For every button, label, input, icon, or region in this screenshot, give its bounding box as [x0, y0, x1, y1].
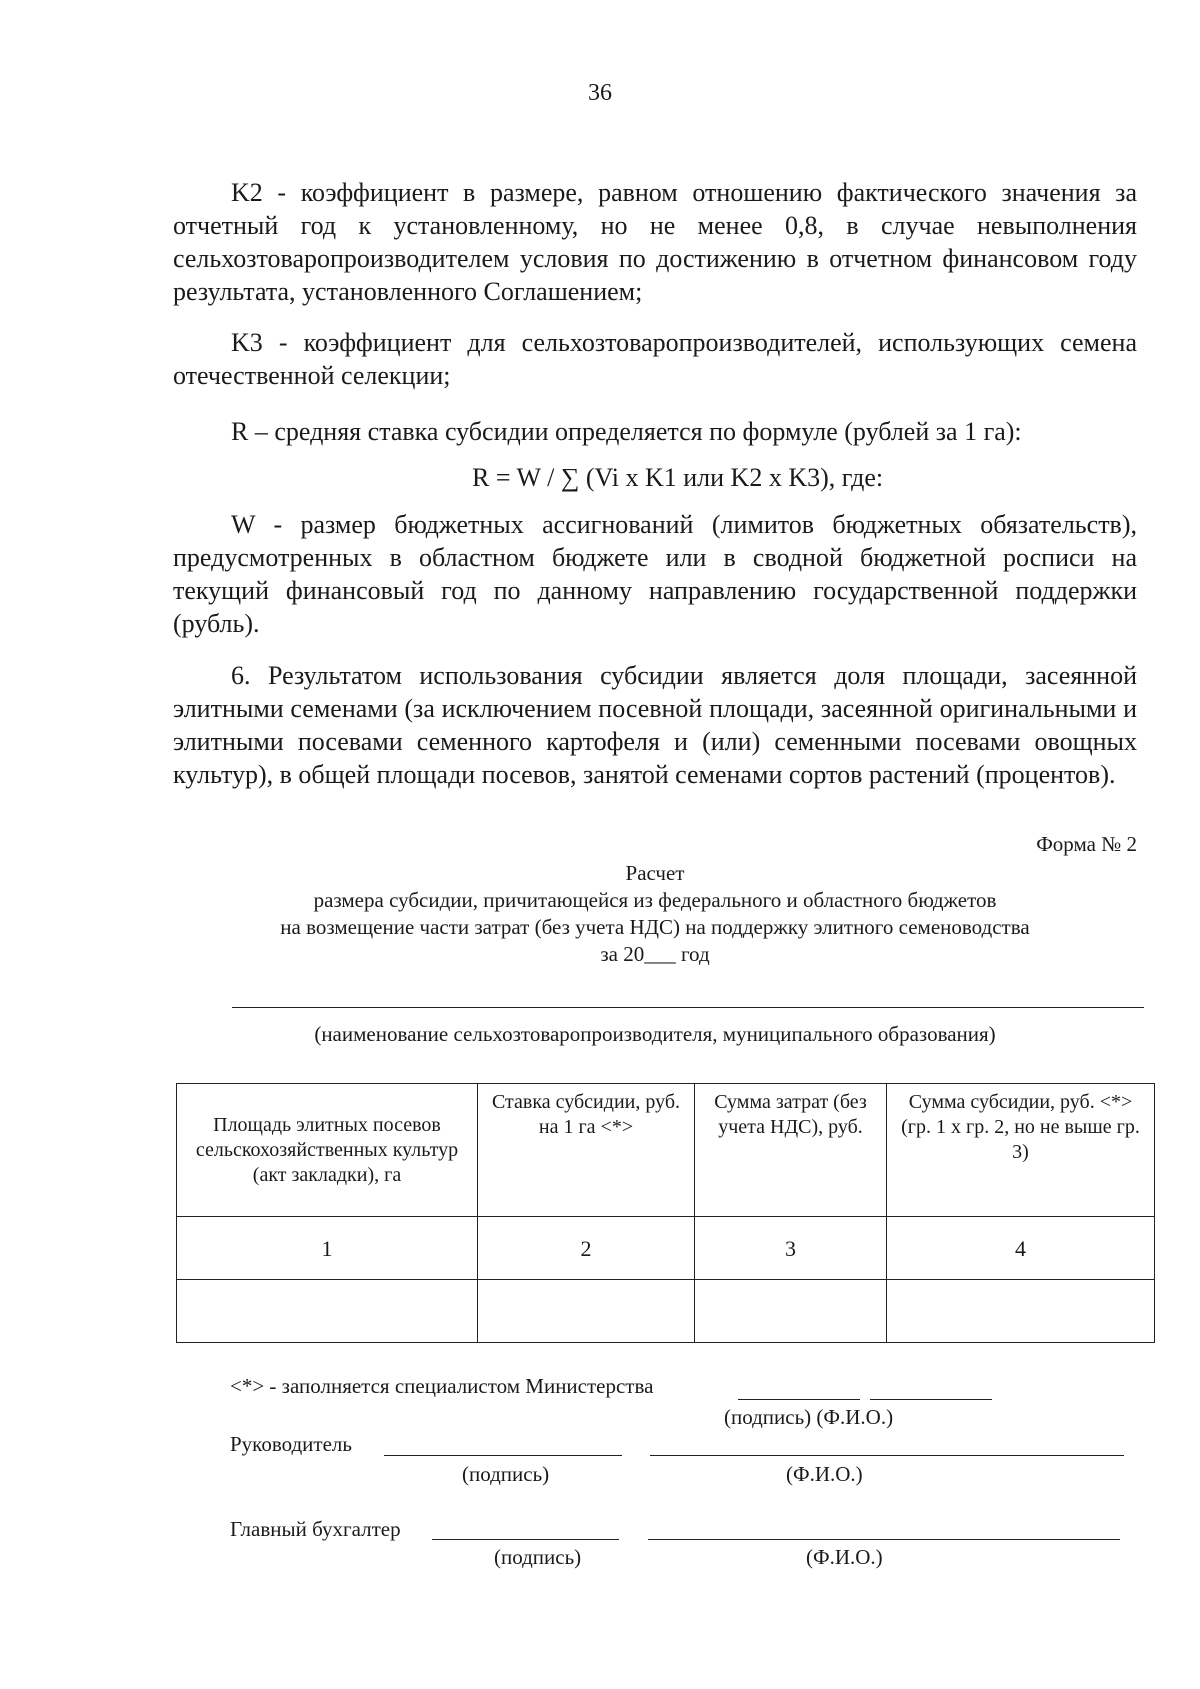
- manager-sign-line[interactable]: [384, 1455, 622, 1456]
- name-line: [232, 1007, 1144, 1008]
- paragraph-6: 6. Результатом использования субсидии является доля площади, засеянной элитными семенами (за исключением посевной площади, засеянной оригинальными и элитными посевами семенного картофеля и (или) семенными посевами овощных культур), в общей площади посевов, занятой семенами сортов растений (процентов).: [173, 661, 1137, 789]
- manager-name-line[interactable]: [650, 1455, 1124, 1456]
- column-number: 2: [478, 1217, 695, 1280]
- table-cell[interactable]: [478, 1280, 695, 1343]
- accountant-name-line[interactable]: [648, 1539, 1120, 1540]
- column-number: 4: [887, 1217, 1155, 1280]
- specialist-name-line[interactable]: [870, 1399, 992, 1400]
- manager-label: Руководитель: [230, 1432, 352, 1456]
- paragraph-r: R – средняя ставка субсидии определяется по формуле (рублей за 1 га):: [231, 417, 1022, 446]
- page-number: 36: [588, 80, 612, 106]
- manager-name-caption: (Ф.И.О.): [786, 1462, 863, 1486]
- header-subsidy: Сумма субсидии, руб. <*> (гр. 1 х гр. 2, но не выше гр. 3): [887, 1084, 1155, 1217]
- manager-sign-caption: (подпись): [462, 1462, 550, 1486]
- form-subtitle-1: размера субсидии, причитающейся из федерального и областного бюджетов: [313, 888, 997, 912]
- paragraph-k2: K2 - коэффициент в размере, равном отношению фактического значения за отчетный год к установленному, но не менее 0,8, в случае невыполнения сельхозтоваропроизводителем условия по достижению в отчетном финансовом году результата, установленного Соглашением;: [173, 178, 1137, 306]
- column-number: 1: [177, 1217, 478, 1280]
- table-cell[interactable]: [887, 1280, 1155, 1343]
- accountant-sign-caption: (подпись): [494, 1545, 582, 1569]
- form-title-block: [173, 860, 1137, 968]
- table-cell[interactable]: [695, 1280, 887, 1343]
- calculation-table: [176, 1083, 1155, 1343]
- specialist-sign-line[interactable]: [738, 1399, 860, 1400]
- paragraph-k3: K3 - коэффициент для сельхозтоваропроизводителей, использующих семена отечественной селекции;: [173, 328, 1137, 390]
- header-costs: Сумма затрат (без учета НДС), руб.: [695, 1084, 887, 1217]
- footnote-text: <*> - заполняется специалистом Министерства: [230, 1374, 654, 1398]
- header-rate: Ставка субсидии, руб. на 1 га <*>: [478, 1084, 695, 1217]
- accountant-sign-line[interactable]: [432, 1539, 619, 1540]
- paragraph-w: W - размер бюджетных ассигнований (лимитов бюджетных обязательств), предусмотренных в областном бюджете или в сводной бюджетной росписи на текущий финансовый год по данному направлению государственной поддержки (рубль).: [173, 510, 1137, 638]
- table-header-row: [177, 1084, 1155, 1217]
- form-subtitle-2: на возмещение части затрат (без учета НДС) на поддержку элитного семеноводства: [280, 915, 1030, 939]
- accountant-label: Главный бухгалтер: [230, 1517, 401, 1541]
- table-row: [177, 1280, 1155, 1343]
- footnote-row: [230, 1374, 653, 1399]
- form-title: Расчет: [625, 861, 685, 885]
- formula: R = W / ∑ (Vi x K1 или K2 x K3), где:: [472, 463, 884, 492]
- specialist-caption: (подпись) (Ф.И.О.): [724, 1405, 894, 1429]
- table-row: [177, 1217, 1155, 1280]
- table-cell[interactable]: [177, 1280, 478, 1343]
- column-number: 3: [695, 1217, 887, 1280]
- accountant-name-caption: (Ф.И.О.): [806, 1545, 883, 1569]
- form-label: Форма № 2: [1036, 832, 1137, 856]
- header-area: Площадь элитных посевов сельскохозяйственных культур (акт закладки), га: [177, 1084, 478, 1217]
- name-caption: (наименование сельхозтоваропроизводителя, муниципального образования): [314, 1022, 996, 1046]
- form-subtitle-3: за 20___ год: [600, 942, 710, 966]
